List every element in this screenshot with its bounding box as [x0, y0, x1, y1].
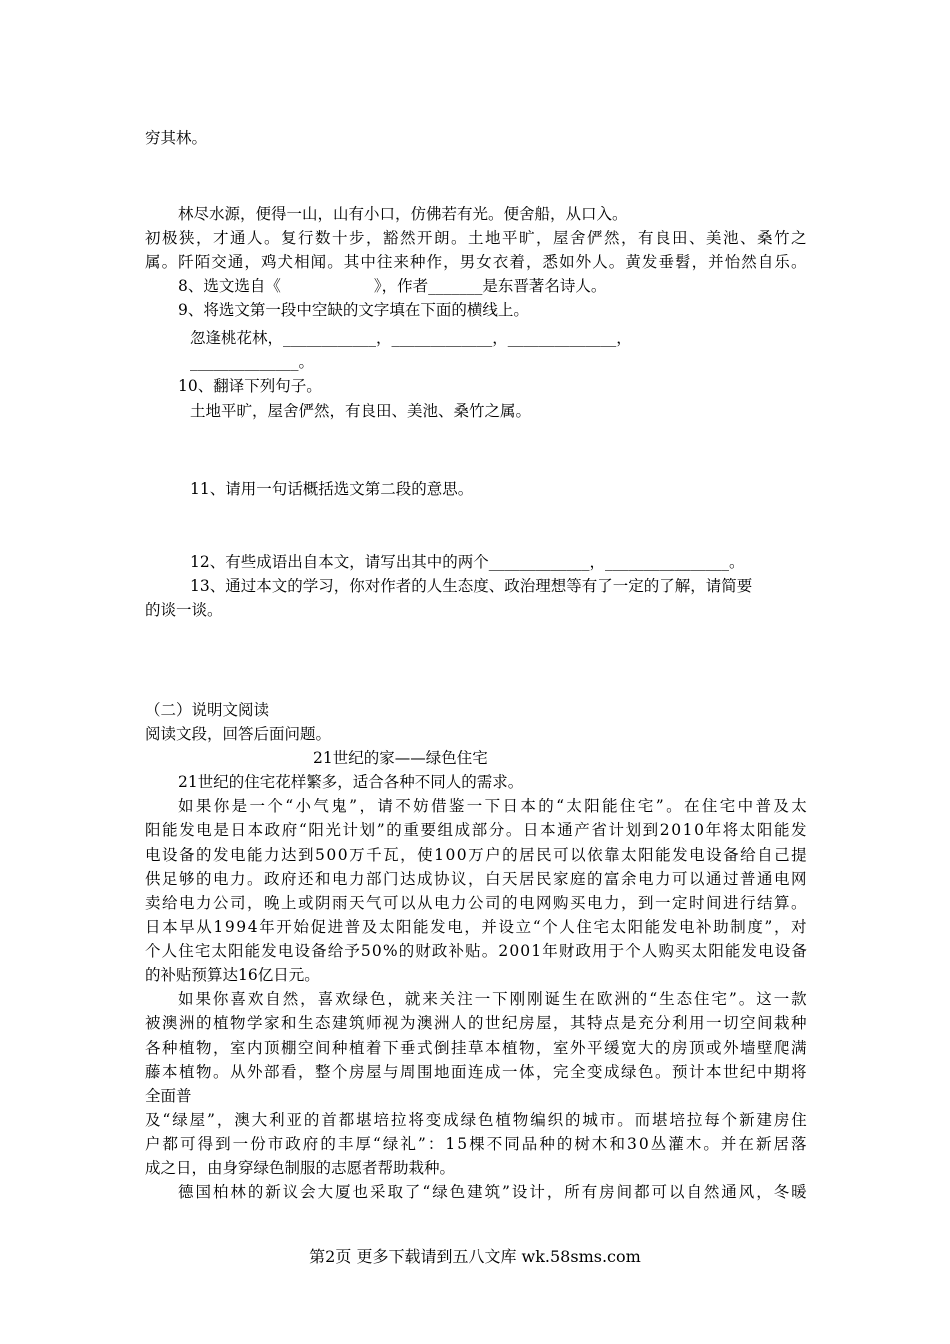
- question-8: 8、选文选自《 》，作者_______是东晋著名诗人。: [178, 277, 607, 295]
- question-10: 10、翻译下列句子。: [178, 377, 322, 395]
- question-13: 13、通过本文的学习，你对作者的人生态度、政治理想等有了一定的了解，请简要: [190, 577, 753, 595]
- paragraph-line: 户 都 可 得 到 一 份 市 政 府 的 丰 厚 “ 绿 礼 ” ： 1 5 棵 不 同 品 种 的 树 木 和 3 0 丛 灌 木 。 并 在 新 居 落: [145, 1135, 807, 1153]
- paragraph-line: 的补贴预算达16亿日元。: [145, 966, 320, 984]
- question-11: 11、请用一句话概括选文第二段的意思。: [190, 480, 474, 498]
- paragraph-line: 属 。 阡 陌 交 通 ， 鸡 犬 相 闻 。 其 中 往 来 种 作 ， 男 女 衣 着 ， 悉 如 外 人 。 黄 发 垂 髫 ， 并 怡 然 自 乐 。: [145, 253, 807, 271]
- paragraph-line: 卖 给 电 力 公 司 ， 晚 上 或 阴 雨 天 气 可 以 从 电 力 公 司 的 电 网 购 买 电 力 ， 到 一 定 时 间 进 行 结 算 。: [145, 894, 807, 912]
- paragraph-line: 供 足 够 的 电 力 。 政 府 还 和 电 力 部 门 达 成 协 议 ， 白 天 居 民 家 庭 的 富 余 电 力 可 以 通 过 普 通 电 网: [145, 870, 807, 888]
- question-9-blanks: 忽逢桃花林，____________，_____________，______________，: [190, 329, 632, 347]
- article-title: 21世纪的家——绿色住宅: [313, 749, 488, 767]
- question-9-blank-end: ______________。: [190, 353, 315, 371]
- question-12: 12、有些成语出自本文，请写出其中的两个_____________，________________。: [190, 553, 745, 571]
- paragraph-line: 全面普: [145, 1087, 192, 1105]
- question-13-cont: 的谈一谈。: [145, 601, 223, 619]
- paragraph-line: 德 国 柏 林 的 新 议 会 大 厦 也 采 取 了 “ 绿 色 建 筑 ” 设 计 ， 所 有 房 间 都 可 以 自 然 通 风 ， 冬 暖: [178, 1183, 807, 1201]
- paragraph-line: 成之日，由身穿绿色制服的志愿者帮助栽种。: [145, 1159, 456, 1177]
- paragraph-line: 个 人 住 宅 太 阳 能 发 电 设 备 给 予 5 0 % 的 财 政 补 贴 。 2 0 0 1 年 财 政 用 于 个 人 购 买 太 阳 能 发 电 设 备: [145, 942, 807, 960]
- paragraph-line: 及 “ 绿 屋 ” ， 澳 大 利 亚 的 首 都 堪 培 拉 将 变 成 绿 色 植 物 编 织 的 城 市 。 而 堪 培 拉 每 个 新 建 房 住: [145, 1111, 807, 1129]
- paragraph-line: 电 设 备 的 发 电 能 力 达 到 5 0 0 万 千 瓦 ， 使 1 0 0 万 户 的 居 民 可 以 依 靠 太 阳 能 发 电 设 备 给 自 己 提: [145, 846, 807, 864]
- paragraph-line: 各 种 植 物 ， 室 内 顶 棚 空 间 种 植 着 下 垂 式 倒 挂 草 本 植 物 ， 室 外 平 缓 宽 大 的 房 顶 或 外 墙 壁 爬 满: [145, 1039, 807, 1057]
- paragraph-line: 日 本 早 从 1 9 9 4 年 开 始 促 进 普 及 太 阳 能 发 电 ， 并 设 立 “ 个 人 住 宅 太 阳 能 发 电 补 助 制 度 ” ， 对: [145, 918, 807, 936]
- paragraph-line: 被 澳 洲 的 植 物 学 家 和 生 态 建 筑 师 视 为 澳 洲 人 的 世 纪 房 屋 ， 其 特 点 是 充 分 利 用 一 切 空 间 栽 种: [145, 1014, 807, 1032]
- section-heading: （二）说明文阅读: [145, 701, 270, 719]
- paragraph-line: 林尽水源，便得一山，山有小口，仿佛若有光。便舍船，从口入。: [178, 205, 628, 223]
- text-fragment: 穷其林。: [145, 129, 208, 147]
- section-instruction: 阅读文段，回答后面问题。: [145, 725, 332, 743]
- paragraph-line: 如 果 你 喜 欢 自 然 ， 喜 欢 绿 色 ， 就 来 关 注 一 下 刚 刚 诞 生 在 欧 洲 的 “ 生 态 住 宅 ” 。 这 一 款: [178, 990, 807, 1008]
- question-10-sentence: 土地平旷，屋舍俨然，有良田、美池、桑竹之属。: [190, 402, 532, 420]
- page-footer: 第2页 更多下载请到五八文库 wk.58sms.com: [309, 1247, 641, 1266]
- paragraph-line: 如 果 你 是 一 个 “ 小 气 鬼 ” ， 请 不 妨 借 鉴 一 下 日 本 的 “ 太 阳 能 住 宅 ” 。 在 住 宅 中 普 及 太: [178, 797, 807, 815]
- paragraph-line: 阳 能 发 电 是 日 本 政 府 “ 阳 光 计 划 ” 的 重 要 组 成 部 分 。 日 本 通 产 省 计 划 到 2 0 1 0 年 将 太 阳 能 发: [145, 821, 807, 839]
- paragraph-line: 初 极 狭 ， 才 通 人 。 复 行 数 十 步 ， 豁 然 开 朗 。 土 地 平 旷 ， 屋 舍 俨 然 ， 有 良 田 、 美 池 、 桑 竹 之: [145, 229, 807, 247]
- question-9: 9、将选文第一段中空缺的文字填在下面的横线上。: [178, 301, 529, 319]
- paragraph-line: 21世纪的住宅花样繁多，适合各种不同人的需求。: [178, 773, 524, 791]
- paragraph-line: 藤 本 植 物 。 从 外 部 看 ， 整 个 房 屋 与 周 围 地 面 连 成 一 体 ， 完 全 变 成 绿 色 。 预 计 本 世 纪 中 期 将: [145, 1063, 807, 1081]
